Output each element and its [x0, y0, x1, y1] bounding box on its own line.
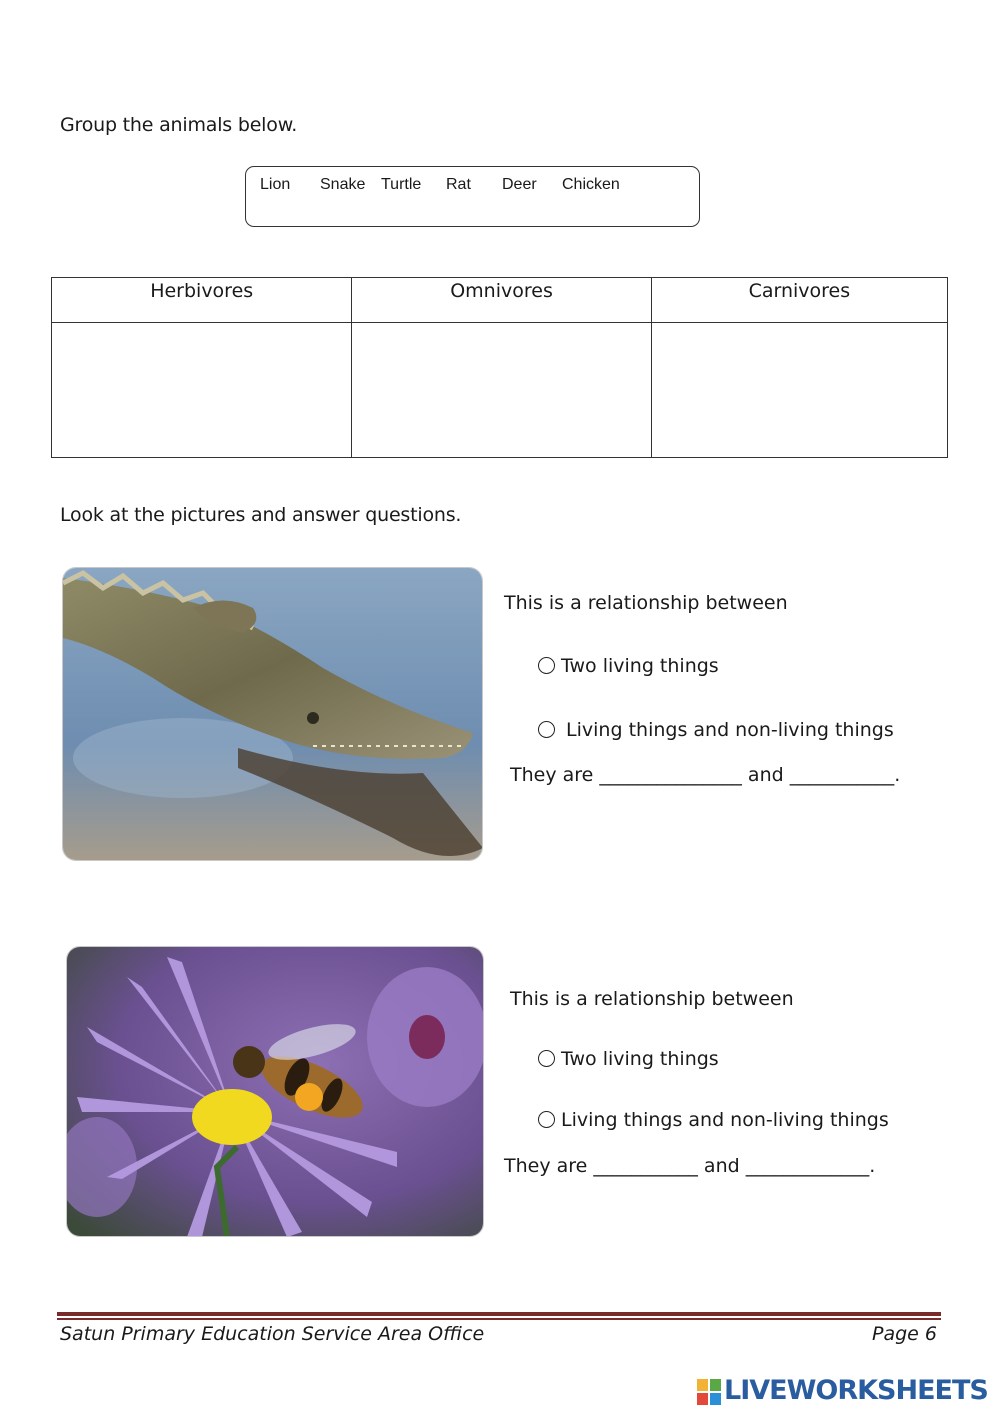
table-header-carnivores: Carnivores — [651, 278, 947, 323]
crocodile-photo — [62, 567, 483, 861]
instruction-look-pictures: Look at the pictures and answer questions. — [60, 504, 462, 526]
animal-word: Deer — [502, 176, 537, 193]
option-label: Two living things — [561, 655, 719, 677]
carnivores-answer-cell[interactable] — [651, 323, 947, 458]
table-header-herbivores: Herbivores — [52, 278, 352, 323]
omnivores-answer-cell[interactable] — [352, 323, 651, 458]
instruction-group-animals: Group the animals below. — [60, 114, 298, 136]
option-label: Two living things — [561, 1048, 719, 1070]
animal-word: Rat — [446, 176, 471, 193]
question-1-prompt: This is a relationship between — [504, 592, 788, 614]
animal-word: Turtle — [381, 176, 422, 193]
table-header-omnivores: Omnivores — [352, 278, 651, 323]
footer-office: Satun Primary Education Service Area Office — [60, 1323, 485, 1345]
question-2-prompt: This is a relationship between — [510, 988, 794, 1010]
option-label: Living things and non-living things — [566, 719, 894, 741]
question-2-option-a[interactable] — [538, 1048, 719, 1070]
animal-word: Snake — [320, 176, 366, 193]
liveworksheets-watermark[interactable] — [697, 1375, 994, 1409]
question-1-option-a[interactable] — [538, 655, 719, 677]
radio-button-icon[interactable] — [538, 1111, 555, 1128]
liveworksheets-logo-icon — [697, 1379, 721, 1405]
footer-rule — [57, 1312, 941, 1316]
radio-button-icon[interactable] — [538, 721, 555, 738]
question-2-answer-line[interactable]: They are ___________ and _____________. — [504, 1155, 876, 1177]
grouping-table — [51, 277, 948, 458]
question-1-option-b[interactable] — [538, 719, 894, 741]
footer-rule-thin — [57, 1318, 941, 1320]
animal-word: Chicken — [562, 176, 620, 193]
bee-on-flower-photo — [66, 946, 484, 1237]
question-1-answer-line[interactable]: They are _______________ and ___________. — [510, 764, 901, 786]
option-label: Living things and non-living things — [561, 1109, 889, 1131]
watermark-text: LIVEWORKSHEETS — [724, 1375, 988, 1406]
radio-button-icon[interactable] — [538, 657, 555, 674]
animal-word-box — [245, 166, 700, 227]
radio-button-icon[interactable] — [538, 1050, 555, 1067]
footer-page-number: Page 6 — [872, 1323, 937, 1345]
animal-word: Lion — [260, 176, 291, 193]
question-2-option-b[interactable] — [538, 1109, 889, 1131]
herbivores-answer-cell[interactable] — [52, 323, 352, 458]
